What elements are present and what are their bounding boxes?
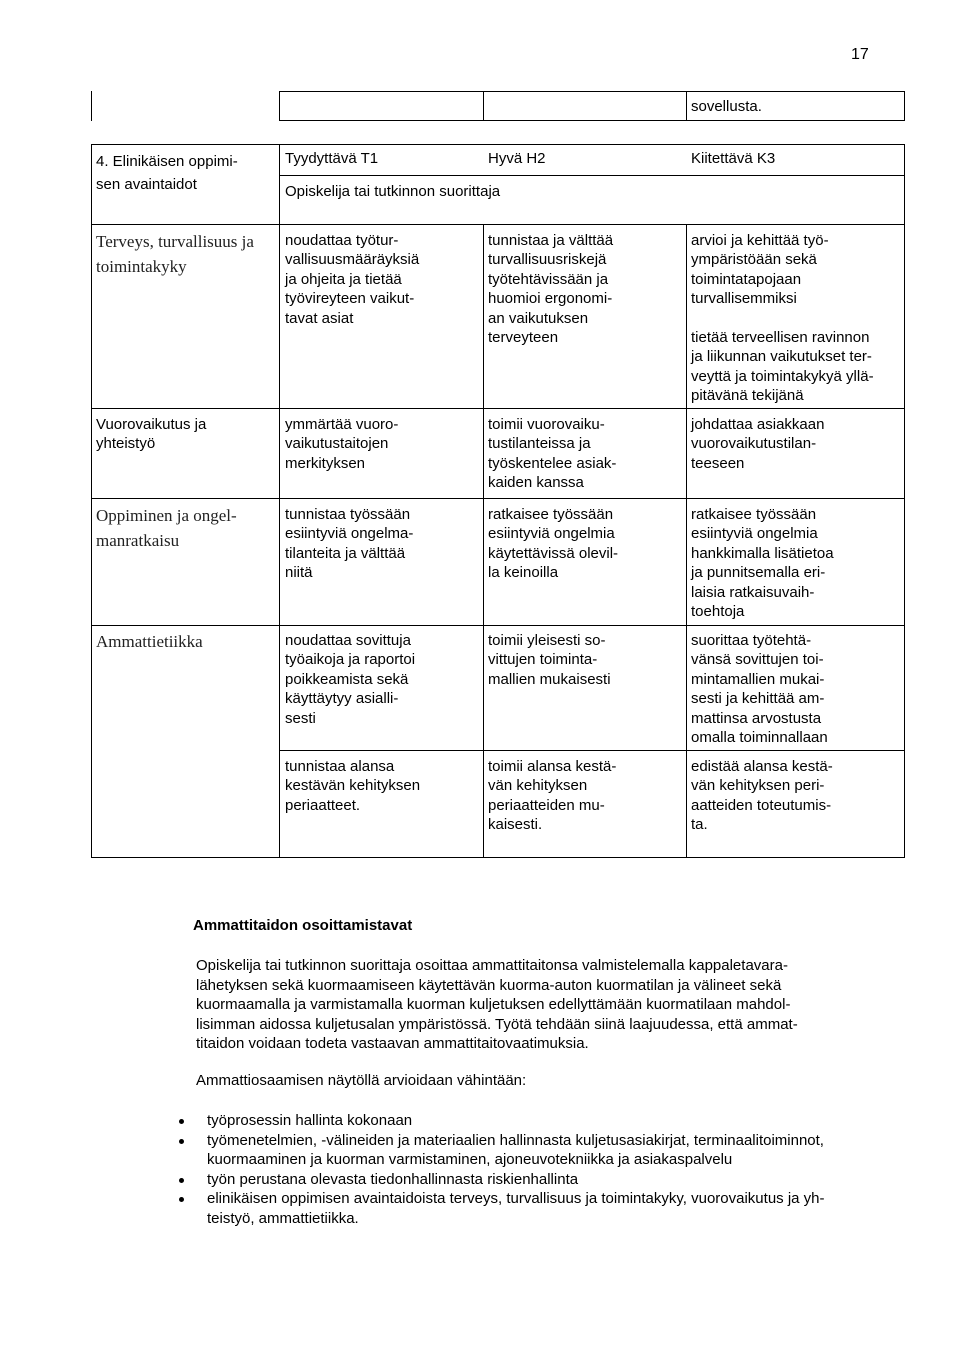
row-label-ethics: Ammattietiikka <box>96 632 203 651</box>
row-health-t1: noudattaa työtur- vallisuusmääräyksiä ja ohjeita ja tietää työvireyteen vaikut- tavat asiat <box>285 232 420 327</box>
rule <box>91 625 905 626</box>
bullet-icon <box>179 1197 184 1202</box>
rule <box>904 144 905 858</box>
bullet-icon <box>179 1139 184 1144</box>
row-label-health-safety: Terveys, turvallisuus ja toimintakyky <box>96 232 254 276</box>
row-sustainability-h2: toimii alansa kestä- vän kehityksen periaatteiden mu- kaisesti. <box>488 758 617 834</box>
rule <box>91 144 92 858</box>
assessment-list <box>176 1111 916 1228</box>
rule <box>91 224 905 225</box>
row-interaction-h2: toimii vuorovaiku- tustilanteissa ja työskentelee asiak- kaiden kanssa <box>488 416 617 492</box>
row-ethics-h2: toimii yleisesti so- vittujen toiminta- mallien mukaisesti <box>488 632 611 688</box>
list-item <box>176 1170 916 1190</box>
list-item-text: työn perustana olevasta tiedonhallinnasta riskienhallinta <box>207 1170 579 1188</box>
row-health-k3: arvioi ja kehittää työ- ympäristöään sekä toimintatapojaan turvallisemmiksi tietää terveellisen ravinnon ja liikunnan vaikutukset ter- veyttä ja toimintakykyä yllä- pitävänä tekijänä <box>691 232 874 405</box>
section-title: Ammattitaidon osoittamistavat <box>193 917 413 934</box>
row-interaction-t1: ymmärtää vuoro- vaikutustaitojen merkityksen <box>285 416 399 472</box>
list-item-text: työprosessin hallinta kokonaan <box>207 1112 413 1129</box>
list-item <box>176 1111 916 1131</box>
table-title: 4. Elinikäisen oppimi- sen avaintaidot <box>96 153 238 193</box>
row-sustainability-t1: tunnistaa alansa kestävän kehityksen periaatteet. <box>285 758 421 814</box>
row-learning-k3: ratkaisee työssään esiintyviä ongelmia hankkimalla lisätietoa ja punnitsemalla eri- laisia ratkaisuvaih- toehtoja <box>691 506 834 621</box>
rule <box>91 498 905 499</box>
rule <box>279 175 905 176</box>
list-item <box>176 1131 916 1170</box>
column-header-k3: Kiitettävä K3 <box>691 150 776 167</box>
row-ethics-k3: suorittaa työtehtä- vänsä sovittujen toi- mintamallien mukai- sesti ja kehittää am- mattinsa arvostusta omalla toiminnallaan <box>691 632 828 747</box>
rule <box>91 144 905 145</box>
row-health-h2: tunnistaa ja välttää turvallisuusriskejä työtehtävissään ja huomioi ergonomi- an vaikutuksen terveyteen <box>488 232 614 347</box>
row-learning-t1: tunnistaa työssään esiintyviä ongelma- tilanteita ja välttää niitä <box>285 506 414 582</box>
column-header-h2: Hyvä H2 <box>488 150 546 167</box>
row-interaction-k3: johdattaa asiakkaan vuorovaikutustilan- teeseen <box>691 416 825 472</box>
bullet-icon <box>179 1178 184 1183</box>
rule <box>279 144 280 858</box>
row-label-interaction: Vuorovaikutus ja yhteistyö <box>96 416 207 453</box>
row-ethics-t1: noudattaa sovittuja työaikoja ja raportoi poikkeamista sekä käyttäytyy asialli- sesti <box>285 632 416 727</box>
column-header-t1: Tyydyttävä T1 <box>285 150 379 167</box>
row-sustainability-k3: edistää alansa kestä- vän kehityksen peri- aatteiden toteutumis- ta. <box>691 758 833 834</box>
list-item-text: elinikäisen oppimisen avaintaidoista terveys, turvallisuus ja toimintakyky, vuorovaikutus ja yh- teistyö, ammattietiikka. <box>207 1190 825 1227</box>
assessment-lead: Ammattiosaamisen näytöllä arvioidaan vähintään: <box>196 1072 527 1089</box>
list-item-text: työmenetelmien, -välineiden ja materiaalien hallinnasta kuljetusasiakirjat, terminaalitoiminnot, kuormaaminen ja kuorman varmistaminen, ajoneuvotekniikka ja asiakaspalvelu <box>207 1131 824 1168</box>
rule <box>91 857 905 858</box>
rule <box>483 91 484 121</box>
rule <box>279 120 905 121</box>
row-learning-h2: ratkaisee työssään esiintyviä ongelmia käytettävissä olevil- la keinoilla <box>488 506 619 582</box>
row-label-learning: Oppiminen ja ongel- manratkaisu <box>96 506 237 550</box>
rule <box>483 224 484 858</box>
k3-continuation-text: sovellusta. <box>691 98 762 115</box>
section-paragraph: Opiskelija tai tutkinnon suorittaja osoittaa ammattitaitonsa valmistelemalla kappaletavara- lähetyksen sekä kuormaamiseen käytettävän kuorma-auton kuormatilan ja välineet sekä kuormaamalla ja varmistamalla kuorman kuljetuksen edellyttämään kuormatilaan mahdol- lisimman aidossa kuljetusalan ympäristössä. Työtä tehdään siinä laajuudessa, että ammat- titaidon voidaan todeta vastaavan ammattitaitovaatimuksia. <box>196 957 798 1052</box>
table-subheader: Opiskelija tai tutkinnon suorittaja <box>285 183 501 200</box>
rule <box>904 91 905 121</box>
rule <box>91 91 92 121</box>
rule <box>279 91 905 92</box>
rule <box>91 408 905 409</box>
rule <box>686 91 687 121</box>
page-number: 17 <box>851 46 869 63</box>
rule <box>686 224 687 858</box>
bullet-icon <box>179 1119 184 1124</box>
rule <box>279 750 905 751</box>
rule <box>279 91 280 121</box>
list-item <box>176 1189 916 1228</box>
